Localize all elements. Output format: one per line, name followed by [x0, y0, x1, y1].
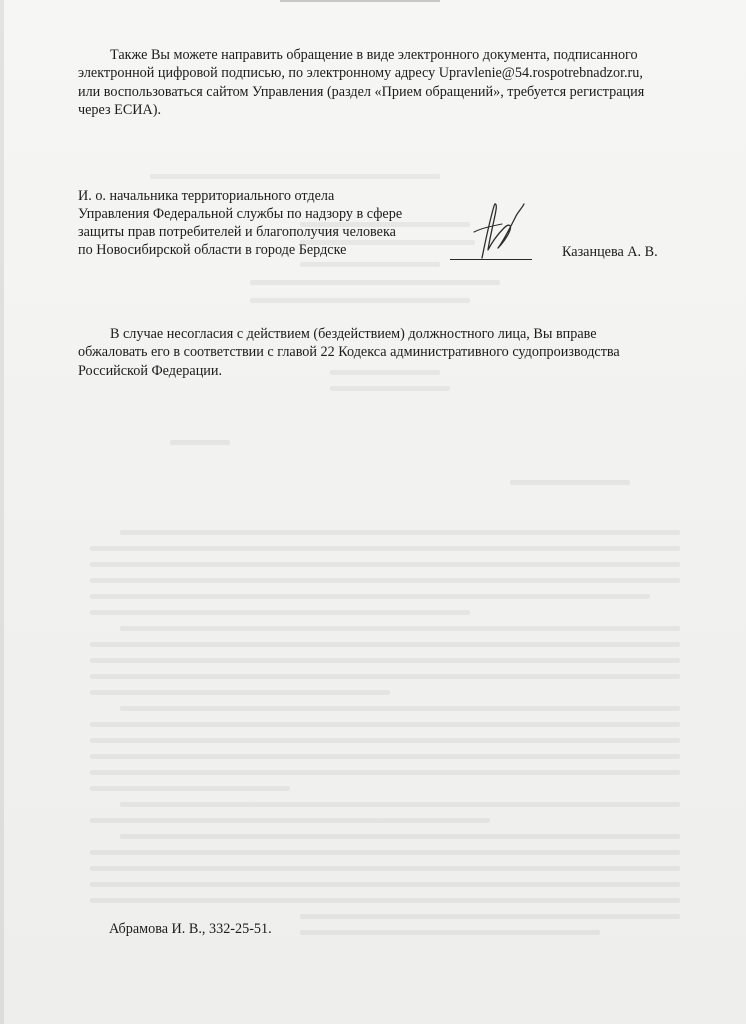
executor-contact: Абрамова И. В., 332-25-51. [109, 921, 272, 937]
signatory-title-line: по Новосибирской области в городе Бердске [78, 242, 347, 258]
appeal-rights-paragraph [78, 325, 666, 380]
handwritten-signature [468, 198, 526, 262]
signatory-title [78, 187, 402, 259]
paragraph-line: Российской Федерации. [78, 362, 223, 379]
paragraph-line: или воспользоваться сайтом Управления (раздел «Прием обращений», требуется регистрация [78, 83, 645, 100]
signatory-title-line: Управления Федеральной службы по надзору в сфере [78, 206, 403, 222]
paragraph-line: Также Вы можете направить обращение в виде электронного документа, подписанного [110, 47, 638, 63]
scan-mark [280, 0, 440, 2]
paragraph-line: через ЕСИА). [78, 102, 162, 119]
signatory-title-line: защиты прав потребителей и благополучия человека [78, 224, 396, 240]
paragraph-line: В случае несогласия с действием (бездействием) должностного лица, Вы вправе [110, 326, 597, 342]
paragraph-line: обжаловать его в соответствии с главой 22 Кодекса административного судопроизводства [78, 344, 620, 361]
electronic-submission-paragraph [78, 46, 666, 120]
signature-line [450, 259, 532, 260]
scan-edge [0, 0, 4, 1024]
paragraph-line: электронной цифровой подписью, по электронному адресу Upravlenie@54.rospotrebnadzor.ru, [78, 65, 643, 82]
signatory-title-line: И. о. начальника территориального отдела [78, 188, 335, 204]
signatory-name: Казанцева А. В. [562, 244, 658, 260]
